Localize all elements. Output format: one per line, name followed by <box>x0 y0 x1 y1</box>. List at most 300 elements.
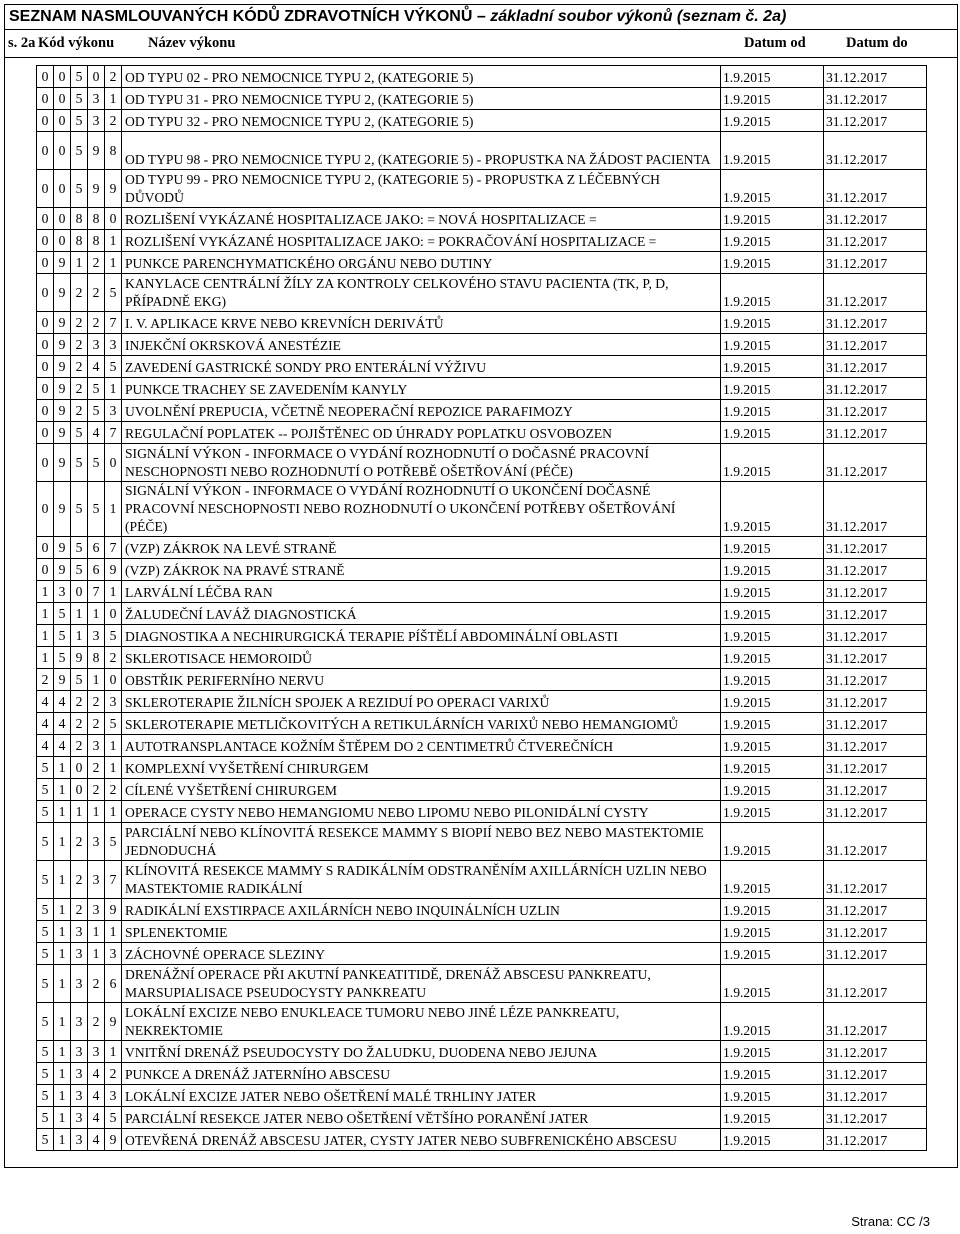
code-digit: 3 <box>105 334 122 356</box>
code-digit: 1 <box>54 899 71 921</box>
code-digit: 4 <box>54 713 71 735</box>
code-digit: 0 <box>37 312 54 334</box>
code-digit: 0 <box>54 208 71 230</box>
date-to: 31.12.2017 <box>824 312 927 334</box>
code-digit: 1 <box>105 801 122 823</box>
procedure-name: ZÁCHOVNÉ OPERACE SLEZINY <box>122 943 721 965</box>
code-digit: 0 <box>37 378 54 400</box>
date-to: 31.12.2017 <box>824 537 927 559</box>
code-digit: 1 <box>54 823 71 861</box>
code-digit: 5 <box>88 378 105 400</box>
code-digit: 5 <box>105 274 122 312</box>
code-digit: 4 <box>88 1085 105 1107</box>
code-digit: 0 <box>37 422 54 444</box>
date-from: 1.9.2015 <box>721 899 824 921</box>
code-digit: 2 <box>88 757 105 779</box>
code-digit: 3 <box>105 400 122 422</box>
table-row <box>37 823 927 861</box>
header-list: s. 2a <box>8 35 36 51</box>
code-digit: 2 <box>71 334 88 356</box>
table-row <box>37 252 927 274</box>
code-digit: 1 <box>71 603 88 625</box>
code-digit: 7 <box>105 861 122 899</box>
procedure-name: DRENÁŽNÍ OPERACE PŘI AKUTNÍ PANKEATITIDĚ, DRENÁŽ ABSCESU PANKREATU, MARSUPIALISACE PSEUDOCYSTY PANKREATU <box>122 965 721 1003</box>
document-sheet <box>4 4 958 1168</box>
code-digit: 1 <box>105 252 122 274</box>
code-digit: 0 <box>54 66 71 88</box>
title-subtitle-text: základní soubor výkonů (seznam č. 2a) <box>490 8 787 25</box>
code-digit: 1 <box>88 801 105 823</box>
table-row <box>37 735 927 757</box>
date-from: 1.9.2015 <box>721 779 824 801</box>
table-row <box>37 1085 927 1107</box>
code-digit: 8 <box>71 230 88 252</box>
code-digit: 1 <box>54 1085 71 1107</box>
date-from: 1.9.2015 <box>721 378 824 400</box>
code-digit: 3 <box>88 110 105 132</box>
code-digit: 9 <box>54 444 71 482</box>
code-digit: 0 <box>54 170 71 208</box>
code-digit: 2 <box>88 779 105 801</box>
code-digit: 0 <box>37 88 54 110</box>
code-digit: 3 <box>88 899 105 921</box>
code-digit: 9 <box>54 252 71 274</box>
procedure-name: KOMPLEXNÍ VYŠETŘENÍ CHIRURGEM <box>122 757 721 779</box>
header-date-to: Datum do <box>846 35 908 51</box>
code-digit: 1 <box>105 735 122 757</box>
date-to: 31.12.2017 <box>824 647 927 669</box>
code-digit: 9 <box>54 356 71 378</box>
date-from: 1.9.2015 <box>721 965 824 1003</box>
table-row <box>37 170 927 208</box>
procedure-name: UVOLNĚNÍ PREPUCIA, VČETNĚ NEOPERAČNÍ REPOZICE PARAFIMOZY <box>122 400 721 422</box>
code-digit: 1 <box>54 1063 71 1085</box>
code-digit: 9 <box>54 559 71 581</box>
code-digit: 8 <box>71 208 88 230</box>
table-row <box>37 1129 927 1151</box>
table-row <box>37 444 927 482</box>
procedure-name: DIAGNOSTIKA A NECHIRURGICKÁ TERAPIE PÍŠTĚLÍ ABDOMINÁLNÍ OBLASTI <box>122 625 721 647</box>
code-digit: 2 <box>88 252 105 274</box>
date-from: 1.9.2015 <box>721 757 824 779</box>
code-digit: 2 <box>71 274 88 312</box>
column-header-row <box>5 29 957 58</box>
procedure-name: SKLEROTERAPIE METLIČKOVITÝCH A RETIKULÁRNÍCH VARIXŮ NEBO HEMANGIOMŮ <box>122 713 721 735</box>
code-digit: 2 <box>88 713 105 735</box>
code-digit: 4 <box>37 735 54 757</box>
code-digit: 3 <box>105 943 122 965</box>
table-row <box>37 334 927 356</box>
date-from: 1.9.2015 <box>721 691 824 713</box>
code-digit: 7 <box>105 312 122 334</box>
code-digit: 0 <box>105 669 122 691</box>
code-digit: 0 <box>37 110 54 132</box>
code-digit: 0 <box>37 230 54 252</box>
code-digit: 1 <box>37 603 54 625</box>
date-to: 31.12.2017 <box>824 625 927 647</box>
code-digit: 5 <box>37 943 54 965</box>
procedure-name: ROZLIŠENÍ VYKÁZANÉ HOSPITALIZACE JAKO: = POKRAČOVÁNÍ HOSPITALIZACE = <box>122 230 721 252</box>
page-number: Strana: CC /3 <box>851 1214 930 1229</box>
date-to: 31.12.2017 <box>824 1107 927 1129</box>
date-to: 31.12.2017 <box>824 422 927 444</box>
code-digit: 5 <box>37 1063 54 1085</box>
date-from: 1.9.2015 <box>721 625 824 647</box>
code-digit: 9 <box>105 170 122 208</box>
code-digit: 8 <box>105 132 122 170</box>
header-code: Kód výkonu <box>38 35 115 51</box>
code-digit: 4 <box>88 422 105 444</box>
procedure-name: CÍLENÉ VYŠETŘENÍ CHIRURGEM <box>122 779 721 801</box>
date-to: 31.12.2017 <box>824 66 927 88</box>
header-date-from: Datum od <box>744 35 806 51</box>
table-row <box>37 537 927 559</box>
code-digit: 2 <box>88 312 105 334</box>
code-digit: 9 <box>105 1129 122 1151</box>
procedure-name: OD TYPU 98 - PRO NEMOCNICE TYPU 2, (KATEGORIE 5) - PROPUSTKA NA ŽÁDOST PACIENTA <box>122 132 721 170</box>
code-digit: 0 <box>88 66 105 88</box>
code-digit: 3 <box>88 334 105 356</box>
date-to: 31.12.2017 <box>824 779 927 801</box>
date-to: 31.12.2017 <box>824 965 927 1003</box>
code-digit: 0 <box>37 537 54 559</box>
date-to: 31.12.2017 <box>824 559 927 581</box>
code-digit: 0 <box>54 88 71 110</box>
code-digit: 0 <box>105 603 122 625</box>
code-digit: 3 <box>105 691 122 713</box>
procedure-table-body <box>37 66 927 1151</box>
code-digit: 0 <box>37 132 54 170</box>
code-digit: 5 <box>71 110 88 132</box>
code-digit: 5 <box>71 422 88 444</box>
date-to: 31.12.2017 <box>824 1041 927 1063</box>
date-to: 31.12.2017 <box>824 132 927 170</box>
date-from: 1.9.2015 <box>721 110 824 132</box>
code-digit: 1 <box>71 801 88 823</box>
procedure-name: ŽALUDEČNÍ LAVÁŽ DIAGNOSTICKÁ <box>122 603 721 625</box>
code-digit: 8 <box>88 230 105 252</box>
date-to: 31.12.2017 <box>824 378 927 400</box>
code-digit: 1 <box>105 88 122 110</box>
code-digit: 5 <box>54 647 71 669</box>
code-digit: 1 <box>54 801 71 823</box>
table-row <box>37 861 927 899</box>
procedure-name: LOKÁLNÍ EXCIZE NEBO ENUKLEACE TUMORU NEBO JINÉ LÉZE PANKREATU, NEKREKTOMIE <box>122 1003 721 1041</box>
date-to: 31.12.2017 <box>824 921 927 943</box>
code-digit: 5 <box>105 625 122 647</box>
date-from: 1.9.2015 <box>721 170 824 208</box>
date-to: 31.12.2017 <box>824 170 927 208</box>
code-digit: 3 <box>54 581 71 603</box>
date-from: 1.9.2015 <box>721 274 824 312</box>
procedure-name: ROZLIŠENÍ VYKÁZANÉ HOSPITALIZACE JAKO: = NOVÁ HOSPITALIZACE = <box>122 208 721 230</box>
code-digit: 1 <box>54 943 71 965</box>
code-digit: 6 <box>88 537 105 559</box>
code-digit: 0 <box>37 170 54 208</box>
code-digit: 9 <box>105 899 122 921</box>
date-from: 1.9.2015 <box>721 400 824 422</box>
table-row <box>37 274 927 312</box>
code-digit: 5 <box>37 1003 54 1041</box>
code-digit: 5 <box>54 625 71 647</box>
date-to: 31.12.2017 <box>824 1003 927 1041</box>
code-digit: 5 <box>71 66 88 88</box>
date-to: 31.12.2017 <box>824 444 927 482</box>
code-digit: 2 <box>71 861 88 899</box>
code-digit: 7 <box>105 537 122 559</box>
code-digit: 1 <box>71 625 88 647</box>
date-from: 1.9.2015 <box>721 559 824 581</box>
code-digit: 5 <box>88 482 105 537</box>
table-row <box>37 312 927 334</box>
code-digit: 2 <box>88 274 105 312</box>
rows-container <box>5 58 957 1167</box>
procedure-name: (VZP) ZÁKROK NA LEVÉ STRANĚ <box>122 537 721 559</box>
date-from: 1.9.2015 <box>721 861 824 899</box>
procedure-name: SIGNÁLNÍ VÝKON - INFORMACE O VYDÁNÍ ROZHODNUTÍ O UKONČENÍ DOČASNÉ PRACOVNÍ NESCHOPNOSTI NEBO ROZHODNUTÍ O UKONČENÍ POTŘEBY OŠETŘOVÁNÍ (PÉČE) <box>122 482 721 537</box>
date-from: 1.9.2015 <box>721 669 824 691</box>
code-digit: 5 <box>37 965 54 1003</box>
procedure-name: I. V. APLIKACE KRVE NEBO KREVNÍCH DERIVÁTŮ <box>122 312 721 334</box>
code-digit: 1 <box>105 1041 122 1063</box>
code-digit: 9 <box>54 482 71 537</box>
procedure-name: REGULAČNÍ POPLATEK -- POJIŠTĚNEC OD ÚHRADY POPLATKU OSVOBOZEN <box>122 422 721 444</box>
date-to: 31.12.2017 <box>824 1063 927 1085</box>
code-digit: 5 <box>71 132 88 170</box>
code-digit: 4 <box>88 1107 105 1129</box>
code-digit: 1 <box>37 625 54 647</box>
code-digit: 4 <box>88 1063 105 1085</box>
code-digit: 0 <box>37 559 54 581</box>
code-digit: 4 <box>54 735 71 757</box>
code-digit: 1 <box>37 647 54 669</box>
date-to: 31.12.2017 <box>824 274 927 312</box>
code-digit: 0 <box>54 132 71 170</box>
code-digit: 1 <box>105 921 122 943</box>
table-row <box>37 356 927 378</box>
date-to: 31.12.2017 <box>824 899 927 921</box>
date-from: 1.9.2015 <box>721 581 824 603</box>
code-digit: 2 <box>71 378 88 400</box>
code-digit: 3 <box>71 1129 88 1151</box>
code-digit: 4 <box>88 1129 105 1151</box>
code-digit: 2 <box>71 823 88 861</box>
code-digit: 1 <box>54 1107 71 1129</box>
date-from: 1.9.2015 <box>721 88 824 110</box>
date-to: 31.12.2017 <box>824 735 927 757</box>
code-digit: 2 <box>88 965 105 1003</box>
code-digit: 5 <box>37 1085 54 1107</box>
procedure-name: OTEVŘENÁ DRENÁŽ ABSCESU JATER, CYSTY JATER NEBO SUBFRENICKÉHO ABSCESU <box>122 1129 721 1151</box>
date-from: 1.9.2015 <box>721 1041 824 1063</box>
code-digit: 5 <box>105 823 122 861</box>
title-main: SEZNAM NASMLOUVANÝCH KÓDŮ ZDRAVOTNÍCH VÝKONŮ <box>9 8 473 25</box>
code-digit: 9 <box>88 170 105 208</box>
table-row <box>37 647 927 669</box>
date-from: 1.9.2015 <box>721 422 824 444</box>
date-to: 31.12.2017 <box>824 252 927 274</box>
code-digit: 9 <box>54 669 71 691</box>
table-row <box>37 1107 927 1129</box>
code-digit: 5 <box>71 559 88 581</box>
procedure-name: AUTOTRANSPLANTACE KOŽNÍM ŠTĚPEM DO 2 CENTIMETRŮ ČTVEREČNÍCH <box>122 735 721 757</box>
procedure-name: SIGNÁLNÍ VÝKON - INFORMACE O VYDÁNÍ ROZHODNUTÍ O DOČASNÉ PRACOVNÍ NESCHOPNOSTI NEBO ROZHODNUTÍ O POTŘEBĚ OŠETŘOVÁNÍ (PÉČE) <box>122 444 721 482</box>
date-to: 31.12.2017 <box>824 356 927 378</box>
code-digit: 2 <box>105 647 122 669</box>
procedure-name: PARCIÁLNÍ RESEKCE JATER NEBO OŠETŘENÍ VĚTŠÍHO PORANĚNÍ JATER <box>122 1107 721 1129</box>
code-digit: 1 <box>88 603 105 625</box>
code-digit: 9 <box>105 1003 122 1041</box>
title-subtitle: – základní soubor výkonů (seznam č. 2a) <box>476 8 787 25</box>
code-digit: 5 <box>37 921 54 943</box>
code-digit: 0 <box>105 444 122 482</box>
code-digit: 5 <box>71 482 88 537</box>
code-digit: 5 <box>37 1041 54 1063</box>
date-from: 1.9.2015 <box>721 1129 824 1151</box>
code-digit: 1 <box>88 921 105 943</box>
code-digit: 5 <box>71 669 88 691</box>
code-digit: 1 <box>54 1129 71 1151</box>
code-digit: 0 <box>37 252 54 274</box>
table-row <box>37 943 927 965</box>
code-digit: 3 <box>88 88 105 110</box>
code-digit: 4 <box>37 713 54 735</box>
date-from: 1.9.2015 <box>721 1003 824 1041</box>
date-from: 1.9.2015 <box>721 1107 824 1129</box>
code-digit: 5 <box>37 823 54 861</box>
code-digit: 2 <box>105 779 122 801</box>
code-digit: 5 <box>37 801 54 823</box>
table-row <box>37 691 927 713</box>
procedure-name: SKLEROTERAPIE ŽILNÍCH SPOJEK A REZIDUÍ PO OPERACI VARIXŮ <box>122 691 721 713</box>
code-digit: 3 <box>71 1041 88 1063</box>
date-to: 31.12.2017 <box>824 669 927 691</box>
table-row <box>37 669 927 691</box>
code-digit: 1 <box>71 252 88 274</box>
code-digit: 3 <box>71 1063 88 1085</box>
code-digit: 3 <box>88 823 105 861</box>
code-digit: 3 <box>88 1041 105 1063</box>
table-row <box>37 1041 927 1063</box>
code-digit: 1 <box>54 921 71 943</box>
code-digit: 5 <box>88 400 105 422</box>
table-row <box>37 625 927 647</box>
procedure-name: OPERACE CYSTY NEBO HEMANGIOMU NEBO LIPOMU NEBO PILONIDÁLNÍ CYSTY <box>122 801 721 823</box>
code-digit: 1 <box>88 669 105 691</box>
table-row <box>37 482 927 537</box>
procedure-name: OD TYPU 99 - PRO NEMOCNICE TYPU 2, (KATEGORIE 5) - PROPUSTKA Z LÉČEBNÝCH DŮVODŮ <box>122 170 721 208</box>
code-digit: 2 <box>71 713 88 735</box>
code-digit: 0 <box>71 581 88 603</box>
table-row <box>37 230 927 252</box>
code-digit: 3 <box>88 625 105 647</box>
procedure-name: KLÍNOVITÁ RESEKCE MAMMY S RADIKÁLNÍM ODSTRANĚNÍM AXILLÁRNÍCH UZLIN NEBO MASTEKTOMIE RADIKÁLNÍ <box>122 861 721 899</box>
code-digit: 9 <box>105 559 122 581</box>
table-row <box>37 801 927 823</box>
code-digit: 0 <box>54 230 71 252</box>
date-from: 1.9.2015 <box>721 735 824 757</box>
code-digit: 8 <box>88 647 105 669</box>
table-row <box>37 559 927 581</box>
table-row <box>37 899 927 921</box>
table-row <box>37 581 927 603</box>
code-digit: 5 <box>71 170 88 208</box>
code-digit: 2 <box>105 1063 122 1085</box>
date-from: 1.9.2015 <box>721 801 824 823</box>
table-row <box>37 965 927 1003</box>
code-digit: 8 <box>88 208 105 230</box>
code-digit: 1 <box>54 779 71 801</box>
procedure-name: KANYLACE CENTRÁLNÍ ŽÍLY ZA KONTROLY CELKOVÉHO STAVU PACIENTA (TK, P, D, PŘÍPADNĚ EKG) <box>122 274 721 312</box>
code-digit: 4 <box>88 356 105 378</box>
procedure-name: SKLEROTISACE HEMOROIDŮ <box>122 647 721 669</box>
table-row <box>37 400 927 422</box>
code-digit: 2 <box>37 669 54 691</box>
date-from: 1.9.2015 <box>721 823 824 861</box>
date-from: 1.9.2015 <box>721 444 824 482</box>
code-digit: 1 <box>54 965 71 1003</box>
code-digit: 1 <box>105 757 122 779</box>
code-digit: 1 <box>105 482 122 537</box>
code-digit: 1 <box>105 581 122 603</box>
date-to: 31.12.2017 <box>824 757 927 779</box>
date-to: 31.12.2017 <box>824 1129 927 1151</box>
table-row <box>37 921 927 943</box>
date-from: 1.9.2015 <box>721 647 824 669</box>
code-digit: 5 <box>54 603 71 625</box>
date-from: 1.9.2015 <box>721 312 824 334</box>
table-row <box>37 779 927 801</box>
code-digit: 4 <box>37 691 54 713</box>
procedure-name: LOKÁLNÍ EXCIZE JATER NEBO OŠETŘENÍ MALÉ TRHLINY JATER <box>122 1085 721 1107</box>
code-digit: 0 <box>37 400 54 422</box>
code-digit: 7 <box>105 422 122 444</box>
date-from: 1.9.2015 <box>721 943 824 965</box>
procedure-name: RADIKÁLNÍ EXSTIRPACE AXILÁRNÍCH NEBO INQUINÁLNÍCH UZLIN <box>122 899 721 921</box>
table-row <box>37 1003 927 1041</box>
code-digit: 1 <box>105 378 122 400</box>
date-to: 31.12.2017 <box>824 334 927 356</box>
table-row <box>37 422 927 444</box>
code-digit: 2 <box>105 110 122 132</box>
code-digit: 9 <box>54 312 71 334</box>
date-to: 31.12.2017 <box>824 110 927 132</box>
code-digit: 3 <box>71 921 88 943</box>
date-from: 1.9.2015 <box>721 252 824 274</box>
code-digit: 9 <box>54 378 71 400</box>
date-to: 31.12.2017 <box>824 88 927 110</box>
code-digit: 2 <box>88 1003 105 1041</box>
procedure-name: PUNKCE TRACHEY SE ZAVEDENÍM KANYLY <box>122 378 721 400</box>
code-digit: 6 <box>105 965 122 1003</box>
code-digit: 9 <box>88 132 105 170</box>
code-digit: 2 <box>71 899 88 921</box>
date-to: 31.12.2017 <box>824 603 927 625</box>
code-digit: 5 <box>37 861 54 899</box>
table-row <box>37 88 927 110</box>
procedure-name: OD TYPU 32 - PRO NEMOCNICE TYPU 2, (KATEGORIE 5) <box>122 110 721 132</box>
code-digit: 1 <box>54 1003 71 1041</box>
date-from: 1.9.2015 <box>721 921 824 943</box>
code-digit: 3 <box>88 735 105 757</box>
table-row <box>37 66 927 88</box>
code-digit: 5 <box>37 779 54 801</box>
procedure-name: OD TYPU 31 - PRO NEMOCNICE TYPU 2, (KATEGORIE 5) <box>122 88 721 110</box>
code-digit: 3 <box>88 861 105 899</box>
code-digit: 0 <box>105 208 122 230</box>
code-digit: 0 <box>37 66 54 88</box>
date-from: 1.9.2015 <box>721 713 824 735</box>
